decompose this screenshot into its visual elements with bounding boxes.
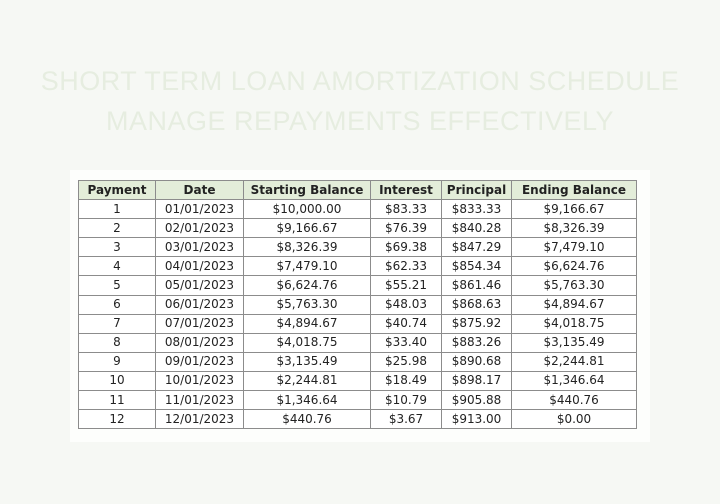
cell-payment: 4 <box>79 257 156 276</box>
cell-ending-balance: $440.76 <box>512 391 637 410</box>
cell-interest: $18.49 <box>371 371 442 390</box>
cell-date: 07/01/2023 <box>156 314 244 333</box>
table-row <box>79 352 637 371</box>
table-row <box>79 410 637 429</box>
cell-date: 01/01/2023 <box>156 200 244 219</box>
cell-ending-balance: $7,479.10 <box>512 238 637 257</box>
amortization-table <box>78 180 637 429</box>
column-header-date: Date <box>156 181 244 200</box>
cell-principal: $905.88 <box>442 391 512 410</box>
cell-ending-balance: $1,346.64 <box>512 371 637 390</box>
cell-date: 02/01/2023 <box>156 219 244 238</box>
cell-principal: $854.34 <box>442 257 512 276</box>
cell-starting-balance: $8,326.39 <box>244 238 371 257</box>
cell-ending-balance: $8,326.39 <box>512 219 637 238</box>
cell-interest: $10.79 <box>371 391 442 410</box>
table-row <box>79 238 637 257</box>
cell-ending-balance: $5,763.30 <box>512 276 637 295</box>
page-subtitle: MANAGE REPAYMENTS EFFECTIVELY <box>105 106 615 136</box>
cell-date: 11/01/2023 <box>156 391 244 410</box>
cell-principal: $847.29 <box>442 238 512 257</box>
page-title: SHORT TERM LOAN AMORTIZATION SCHEDULE <box>40 66 680 96</box>
cell-interest: $33.40 <box>371 333 442 352</box>
cell-payment: 1 <box>79 200 156 219</box>
cell-principal: $890.68 <box>442 352 512 371</box>
table-header <box>79 181 637 200</box>
cell-ending-balance: $4,894.67 <box>512 295 637 314</box>
column-header-principal: Principal <box>442 181 512 200</box>
cell-starting-balance: $5,763.30 <box>244 295 371 314</box>
cell-starting-balance: $7,479.10 <box>244 257 371 276</box>
column-header-starting-balance: Starting Balance <box>244 181 371 200</box>
cell-principal: $883.26 <box>442 333 512 352</box>
cell-date: 03/01/2023 <box>156 238 244 257</box>
cell-payment: 6 <box>79 295 156 314</box>
cell-starting-balance: $10,000.00 <box>244 200 371 219</box>
cell-ending-balance: $0.00 <box>512 410 637 429</box>
cell-payment: 5 <box>79 276 156 295</box>
cell-interest: $48.03 <box>371 295 442 314</box>
cell-payment: 7 <box>79 314 156 333</box>
table-row <box>79 333 637 352</box>
cell-starting-balance: $1,346.64 <box>244 391 371 410</box>
table-row <box>79 314 637 333</box>
cell-starting-balance: $6,624.76 <box>244 276 371 295</box>
table-row <box>79 219 637 238</box>
cell-date: 04/01/2023 <box>156 257 244 276</box>
cell-payment: 2 <box>79 219 156 238</box>
table-row <box>79 391 637 410</box>
cell-principal: $840.28 <box>442 219 512 238</box>
cell-starting-balance: $4,894.67 <box>244 314 371 333</box>
cell-payment: 12 <box>79 410 156 429</box>
cell-payment: 8 <box>79 333 156 352</box>
cell-principal: $833.33 <box>442 200 512 219</box>
table-row <box>79 295 637 314</box>
cell-starting-balance: $440.76 <box>244 410 371 429</box>
cell-date: 06/01/2023 <box>156 295 244 314</box>
cell-principal: $913.00 <box>442 410 512 429</box>
column-header-ending-balance: Ending Balance <box>512 181 637 200</box>
cell-date: 05/01/2023 <box>156 276 244 295</box>
cell-interest: $40.74 <box>371 314 442 333</box>
cell-ending-balance: $4,018.75 <box>512 314 637 333</box>
table-row <box>79 371 637 390</box>
cell-interest: $69.38 <box>371 238 442 257</box>
cell-date: 08/01/2023 <box>156 333 244 352</box>
column-header-payment: Payment <box>79 181 156 200</box>
table-row <box>79 276 637 295</box>
cell-starting-balance: $3,135.49 <box>244 352 371 371</box>
cell-principal: $861.46 <box>442 276 512 295</box>
cell-date: 12/01/2023 <box>156 410 244 429</box>
cell-interest: $83.33 <box>371 200 442 219</box>
cell-interest: $3.67 <box>371 410 442 429</box>
column-header-interest: Interest <box>371 181 442 200</box>
cell-principal: $875.92 <box>442 314 512 333</box>
cell-interest: $62.33 <box>371 257 442 276</box>
cell-payment: 9 <box>79 352 156 371</box>
cell-ending-balance: $9,166.67 <box>512 200 637 219</box>
table-row <box>79 257 637 276</box>
cell-principal: $898.17 <box>442 371 512 390</box>
cell-interest: $25.98 <box>371 352 442 371</box>
cell-date: 09/01/2023 <box>156 352 244 371</box>
cell-interest: $76.39 <box>371 219 442 238</box>
cell-ending-balance: $6,624.76 <box>512 257 637 276</box>
table-body <box>79 200 637 429</box>
cell-starting-balance: $2,244.81 <box>244 371 371 390</box>
cell-ending-balance: $2,244.81 <box>512 352 637 371</box>
cell-principal: $868.63 <box>442 295 512 314</box>
cell-payment: 11 <box>79 391 156 410</box>
cell-starting-balance: $4,018.75 <box>244 333 371 352</box>
cell-starting-balance: $9,166.67 <box>244 219 371 238</box>
table-row <box>79 200 637 219</box>
cell-date: 10/01/2023 <box>156 371 244 390</box>
cell-payment: 10 <box>79 371 156 390</box>
cell-ending-balance: $3,135.49 <box>512 333 637 352</box>
header-row <box>79 181 637 200</box>
cell-payment: 3 <box>79 238 156 257</box>
cell-interest: $55.21 <box>371 276 442 295</box>
